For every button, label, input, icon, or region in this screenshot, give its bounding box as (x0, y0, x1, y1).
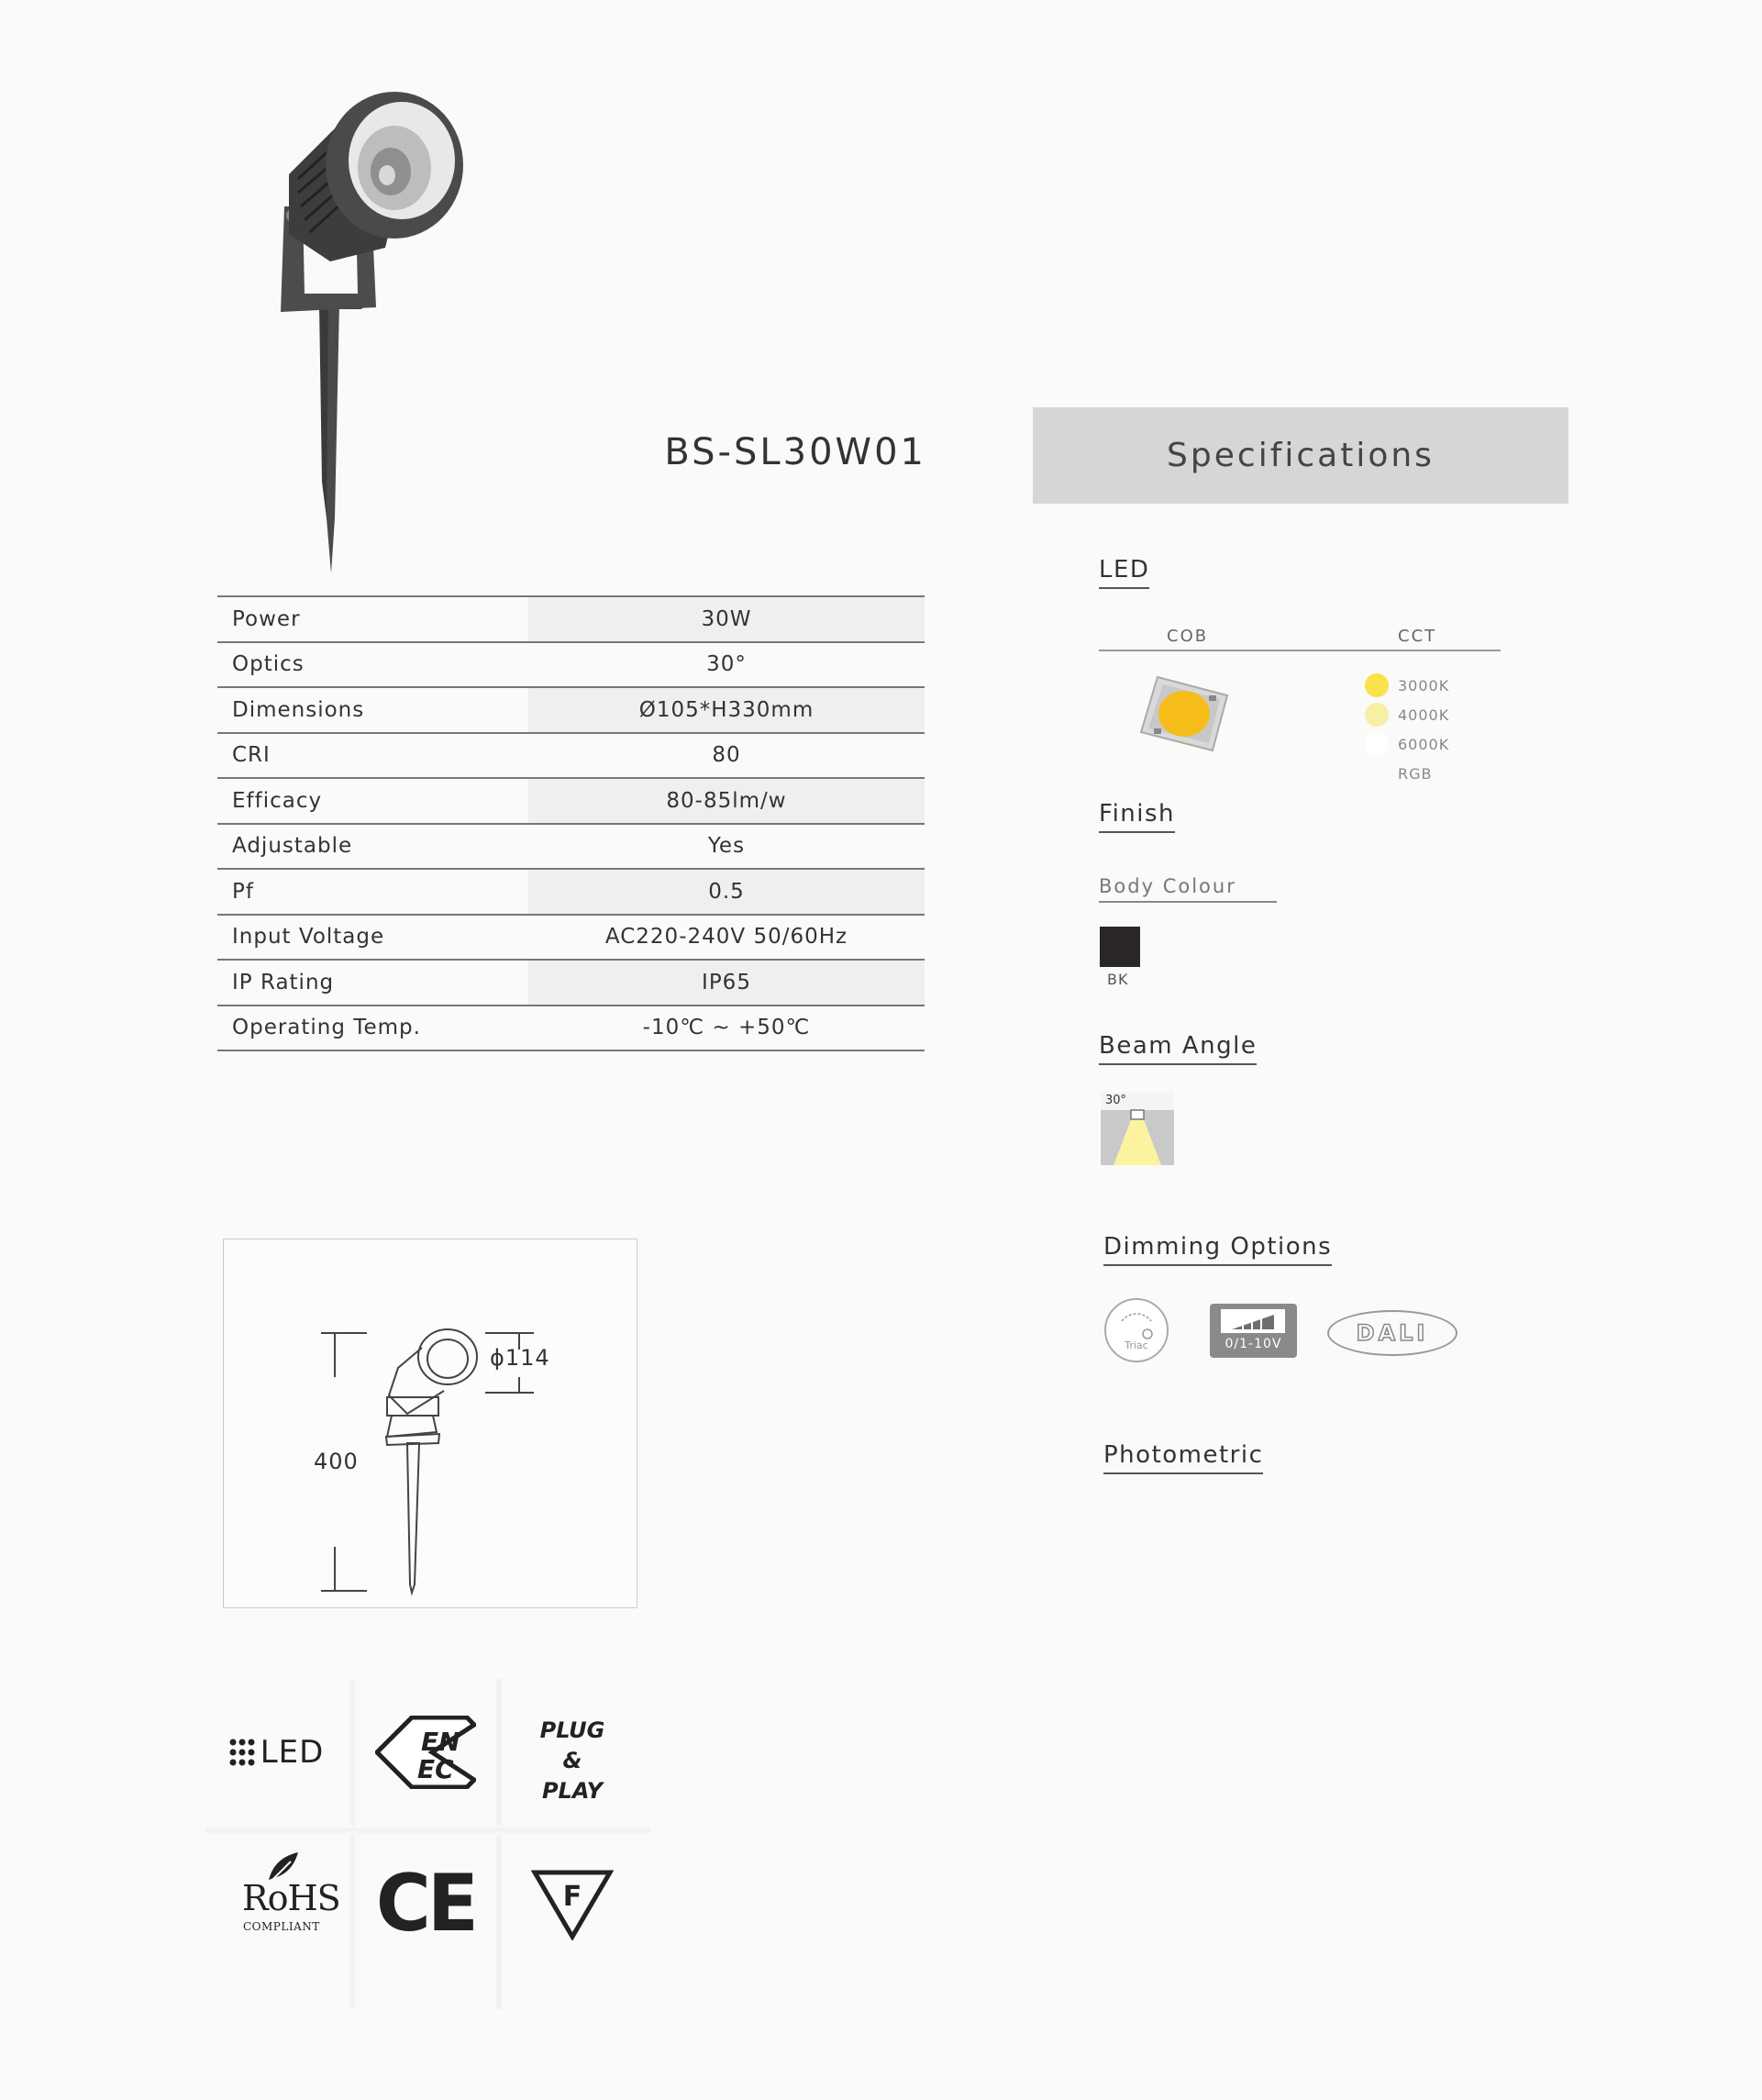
cct-list (1365, 671, 1449, 788)
spec-value: 0.5 (528, 869, 925, 915)
spec-key: IP Rating (217, 960, 528, 1006)
cct-column-label: CCT (1398, 627, 1437, 646)
spec-value: AC220-240V 50/60Hz (528, 915, 925, 961)
dali-label: DALI (1356, 1320, 1429, 1346)
spec-row (217, 1006, 925, 1051)
spec-row (217, 778, 925, 824)
spec-key: Efficacy (217, 778, 528, 824)
cct-color-dot (1365, 703, 1389, 727)
spec-key: Pf (217, 869, 528, 915)
spec-key: Optics (217, 642, 528, 688)
spec-row (217, 915, 925, 961)
spec-value: 30W (528, 596, 925, 642)
cob-column-label: COB (1167, 627, 1209, 646)
cct-label: 6000K (1398, 735, 1450, 753)
spec-row (217, 687, 925, 733)
dimension-drawing (223, 1239, 637, 1608)
led-dots-icon (229, 1739, 255, 1766)
cct-color-dot (1365, 673, 1389, 697)
spec-key: CRI (217, 733, 528, 779)
height-label: 400 (314, 1449, 359, 1474)
spec-table (217, 595, 925, 1051)
rohs-logo (205, 1849, 348, 1959)
model-title: BS-SL30W01 (664, 431, 926, 473)
cct-option (1365, 759, 1449, 788)
dimming-section-title: Dimming Options (1103, 1233, 1332, 1266)
led-logo-text: LED (260, 1734, 325, 1771)
plug-text: PLUG (539, 1717, 605, 1743)
rohs-compliant-text: COMPLIANT (243, 1920, 320, 1933)
led-columns-divider (1099, 650, 1501, 651)
plug-and-play-logo (504, 1716, 641, 1807)
f-mark-logo (504, 1849, 641, 1959)
swatch-label: BK (1107, 971, 1129, 988)
spec-value: IP65 (528, 960, 925, 1006)
cct-label: 4000K (1398, 706, 1450, 724)
spec-key: Adjustable (217, 824, 528, 870)
spec-key: Dimensions (217, 687, 528, 733)
product-image (248, 87, 486, 578)
spec-value: 80-85lm/w (528, 778, 925, 824)
dimension-drawing-lines (224, 1239, 637, 1607)
ce-logo (357, 1849, 494, 1959)
cct-option (1365, 729, 1449, 759)
f-mark-triangle-icon (531, 1867, 614, 1940)
spec-row (217, 733, 925, 779)
cct-label: RGB (1398, 764, 1433, 783)
cct-option (1365, 700, 1449, 729)
cct-color-dot (1365, 732, 1389, 756)
spec-value: Yes (528, 824, 925, 870)
spec-value: 30° (528, 642, 925, 688)
cob-chip-icon (1136, 670, 1233, 758)
spec-row (217, 642, 925, 688)
spec-key: Operating Temp. (217, 1006, 528, 1051)
finish-section-title: Finish (1099, 800, 1175, 833)
spec-row (217, 960, 925, 1006)
color-swatch-bk (1100, 927, 1140, 967)
cct-label: 3000K (1398, 676, 1450, 694)
spec-key: Input Voltage (217, 915, 528, 961)
beam-angle-section-title: Beam Angle (1099, 1032, 1257, 1065)
spec-row (217, 869, 925, 915)
play-text: PLAY (541, 1778, 604, 1804)
enec-mark-icon (375, 1716, 476, 1789)
spec-row (217, 824, 925, 870)
enec-logo (357, 1697, 494, 1807)
certifications-grid (205, 1679, 650, 2009)
spec-value: 80 (528, 733, 925, 779)
led-section-title: LED (1099, 556, 1149, 589)
enec-text-top: EN (421, 1727, 460, 1757)
spec-value: Ø105*H330mm (528, 687, 925, 733)
photometric-section-title: Photometric (1103, 1441, 1263, 1474)
body-colour-label: Body Colour (1099, 875, 1277, 903)
led-logo (205, 1697, 348, 1807)
spec-key: Power (217, 596, 528, 642)
enec-text-bottom: EC (417, 1754, 454, 1784)
beam-angle-label: 30° (1105, 1094, 1127, 1107)
cct-color-dot (1365, 761, 1389, 785)
specifications-header: Specifications (1033, 407, 1568, 504)
spec-value: -10℃ ~ +50℃ (528, 1006, 925, 1051)
rohs-text: RoHS (242, 1878, 340, 1918)
triac-label: Triac (1125, 1339, 1148, 1351)
dali-icon (1327, 1310, 1457, 1356)
ce-text: CE (375, 1858, 476, 1950)
cct-option (1365, 671, 1449, 700)
f-mark-text: F (562, 1881, 582, 1913)
diameter-label: ϕ114 (490, 1345, 550, 1371)
analog-dimming-icon (1210, 1304, 1297, 1358)
ampersand-text: & (562, 1748, 582, 1773)
triac-icon (1103, 1297, 1169, 1363)
analog-dimming-label: 0/1-10V (1225, 1337, 1282, 1351)
spec-row (217, 596, 925, 642)
